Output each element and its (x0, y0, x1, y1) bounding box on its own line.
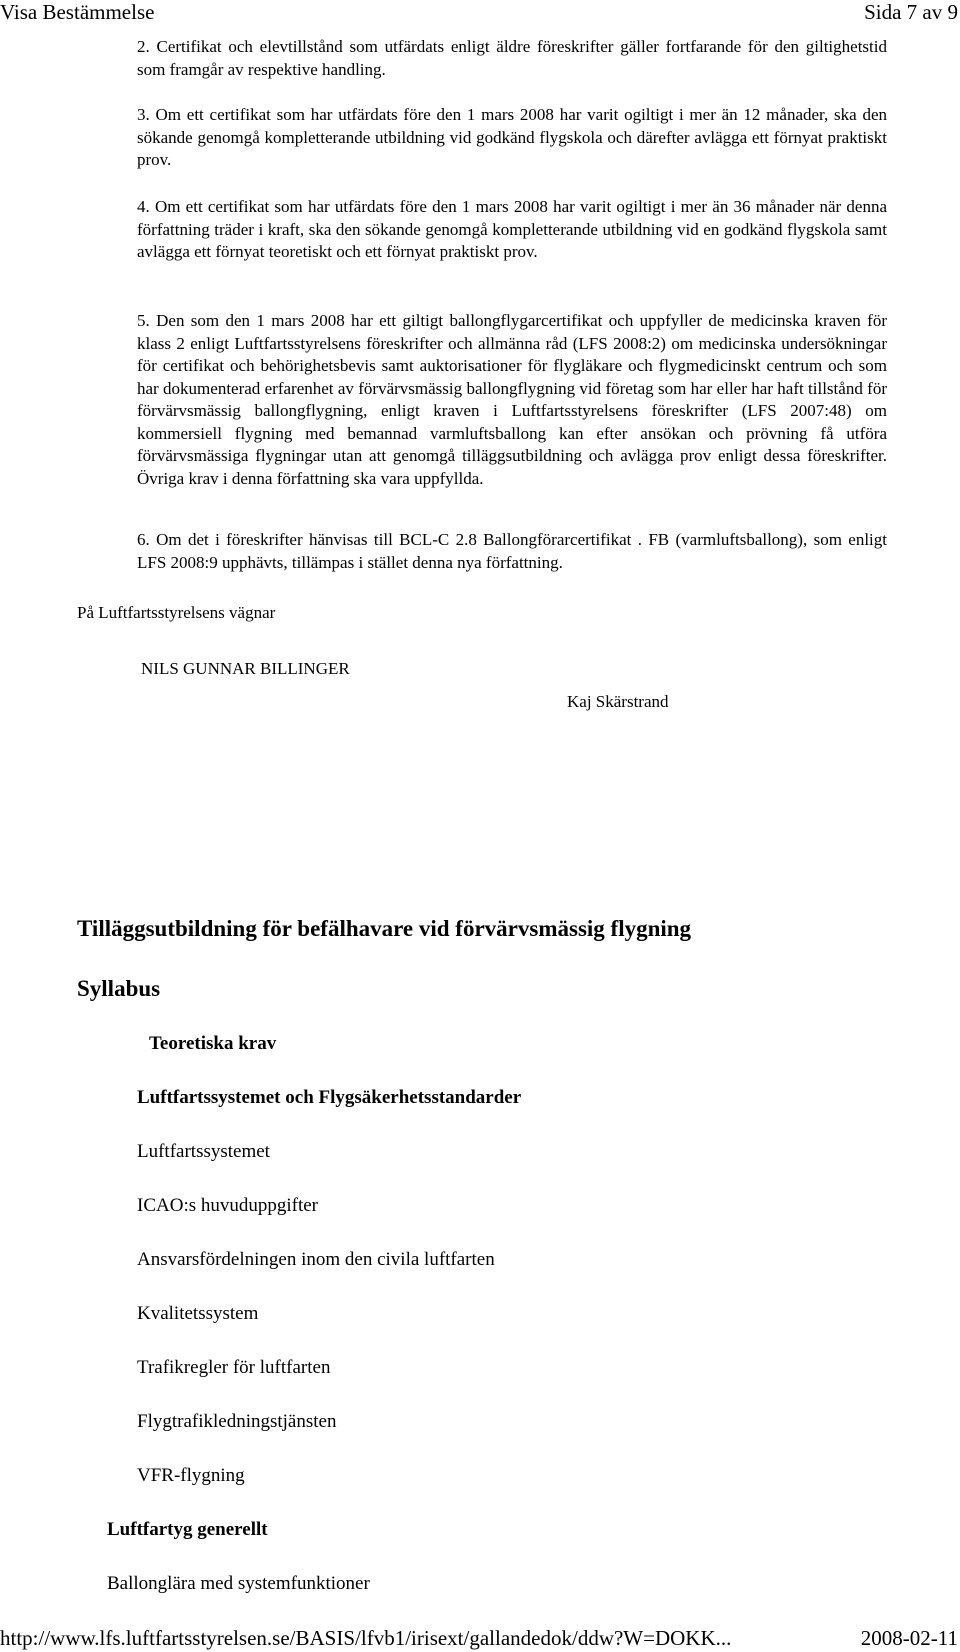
signer-name-1: NILS GUNNAR BILLINGER (141, 659, 350, 678)
syllabus-item: VFR-flygning (137, 1465, 245, 1486)
header-page-number: Sida 7 av 9 (864, 0, 958, 24)
section-heading-theory: Teoretiska krav (149, 1033, 277, 1054)
footer-date: 2008-02-11 (860, 1626, 958, 1650)
paragraph-6: 6. Om det i föreskrifter hänvisas till BCL-C 2.8 Ballongförarcertifikat . FB (varmluftsballong), som enligt LFS 2008:9 upphävts, tillämpas i stället denna nya författning. (137, 530, 887, 572)
paragraph-4: 4. Om ett certifikat som har utfärdats före den 1 mars 2008 har varit ogiltigt i mer än 36 månader när denna författning träder i kraft, ska den sökande genomgå kompletterande utbildning vid en godkänd flygskola samt avlägga ett förnyat teoretiskt och ett förnyat praktiskt prov. (137, 197, 887, 261)
header-title: Visa Bestämmelse (0, 0, 155, 24)
group-heading-aircraft: Luftfartyg generellt (107, 1519, 268, 1540)
on-behalf-text: På Luftfartsstyrelsens vägnar (77, 603, 276, 622)
syllabus-item: Kvalitetssystem (137, 1303, 259, 1324)
paragraph-3: 3. Om ett certifikat som har utfärdats före den 1 mars 2008 har varit ogiltigt i mer än 12 månader, ska den sökande genomgå kompletterande utbildning vid godkänd flygskola och därefter avlägga ett förnyat praktiskt prov. (137, 105, 887, 169)
syllabus-title: Tilläggsutbildning för befälhavare vid förvärvsmässig flygning (77, 916, 692, 941)
syllabus-item: Flygtrafikledningstjänsten (137, 1411, 337, 1432)
paragraph-5: 5. Den som den 1 mars 2008 har ett giltigt ballongflygarcertifikat och uppfyller de medicinska kraven för klass 2 enligt Luftfartsstyrelsens föreskrifter och allmänna råd (LFS 2008:2) om medicinska undersökningar för certifikat och behörighetsbevis samt auktorisationer för flygläkare och flygmedicinskt centrum och som har dokumenterad erfarenhet av förvärvsmässig ballongflygning vid företag som har eller har haft tillstånd för förvärvsmässig ballongflygning, enligt kraven i Luftfartsstyrelsens föreskrifter (LFS 2007:48) om kommersiell flygning med bemannad varmluftsballong kan efter ansökan och prövning få utföra förvärvsmässiga flygningar utan att genomgå tilläggsutbildning och avlägga prov enligt dessa föreskrifter. Övriga krav i denna författning ska vara uppfyllda. (137, 311, 887, 488)
signer-name-2: Kaj Skärstrand (567, 692, 669, 711)
paragraph-2: 2. Certifikat och elevtillstånd som utfärdats enligt äldre föreskrifter gäller fortfarande för den giltighetstid som framgår av respektive handling. (137, 37, 887, 79)
syllabus-subtitle: Syllabus (77, 976, 161, 1001)
syllabus-item: Luftfartssystemet (137, 1141, 270, 1162)
syllabus-item: ICAO:s huvuduppgifter (137, 1195, 319, 1216)
footer-url: http://www.lfs.luftfartsstyrelsen.se/BASIS/lfvb1/irisext/gallandedok/ddw?W=DOKK... (0, 1626, 732, 1650)
syllabus-item: Ballonglära med systemfunktioner (107, 1573, 370, 1594)
group-heading-aviation-system: Luftfartssystemet och Flygsäkerhetsstandarder (137, 1087, 522, 1108)
syllabus-item: Trafikregler för luftfarten (137, 1357, 331, 1378)
syllabus-item: Ansvarsfördelningen inom den civila luftfarten (137, 1249, 495, 1270)
